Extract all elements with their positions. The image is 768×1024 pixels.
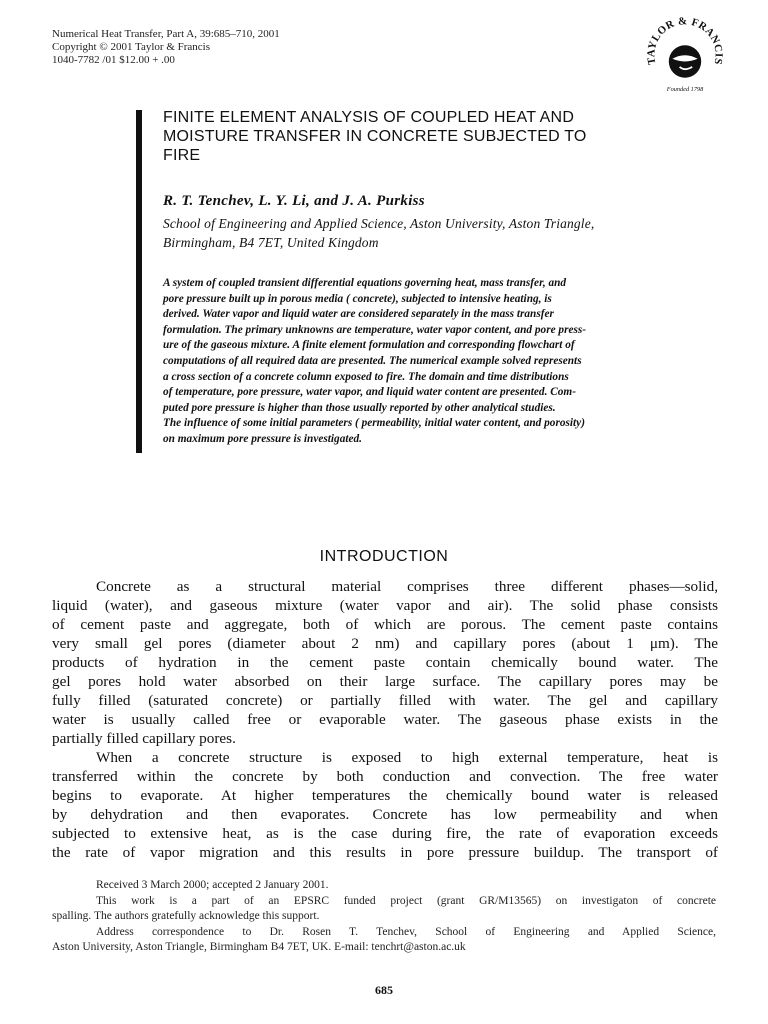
title-line: FINITE ELEMENT ANALYSIS OF COUPLED HEAT AND bbox=[163, 109, 575, 126]
abstract-line: The influence of some initial parameters ( permeability, initial water content, and porosity) bbox=[163, 417, 585, 430]
body-line: water is usually called free or evaporable water. The gaseous phase exists in the bbox=[52, 711, 718, 728]
abstract-line: computations of all required data are presented. The numerical example solved represents bbox=[163, 354, 582, 367]
abstract-line: on maximum pore pressure is investigated. bbox=[163, 432, 362, 445]
body-line: by dehydration and then evaporates. Concrete has low permeability and when bbox=[52, 806, 718, 823]
section-heading-introduction: INTRODUCTION bbox=[319, 548, 449, 565]
copyright-line: Copyright © 2001 Taylor & Francis bbox=[52, 41, 211, 53]
abstract-line: ure of the gaseous mixture. A finite element formulation and corresponding flowchart of bbox=[163, 339, 575, 352]
footnote-line: Aston University, Aston Triangle, Birmingham B4 7ET, UK. E-mail: tenchrt@aston.ac.uk bbox=[52, 941, 466, 953]
logo-founded-text: Founded 1798 bbox=[666, 86, 704, 94]
title-line: FIRE bbox=[163, 147, 201, 164]
journal-citation: Numerical Heat Transfer, Part A, 39:685–710, 2001 bbox=[52, 28, 280, 40]
body-line: very small gel pores (diameter about 2 nm) and capillary pores (about 1 μm). The bbox=[52, 635, 718, 652]
footnote-received: Received 3 March 2000; accepted 2 January 2001. bbox=[96, 879, 329, 891]
abstract-line: pore pressure built up in porous media ( concrete), subjected to intensive heating, is bbox=[163, 292, 552, 305]
affiliation bbox=[163, 214, 594, 252]
body-line: When a concrete structure is exposed to high external temperature, heat is bbox=[96, 749, 718, 766]
footnote-line: This work is a part of an EPSRC funded project (grant GR/M13565) on investigaton of concrete bbox=[96, 894, 716, 907]
footnote-line: spalling. The authors gratefully acknowledge this support. bbox=[52, 910, 320, 922]
body-line: of cement paste and aggregate, both of which are porous. The cement paste contains bbox=[52, 616, 718, 633]
body-line: gel pores hold water absorbed on their large surface. The capillary pores may be bbox=[52, 673, 718, 690]
title-margin-bar bbox=[136, 110, 142, 453]
publisher-logo bbox=[640, 12, 730, 102]
abstract-line: formulation. The primary unknowns are temperature, water vapor content, and pore press- bbox=[163, 323, 587, 336]
page-number: 685 bbox=[375, 983, 393, 997]
body-line: transferred within the concrete by both conduction and convection. The free water bbox=[52, 768, 718, 785]
introduction-text bbox=[52, 577, 718, 862]
title-line: MOISTURE TRANSFER IN CONCRETE SUBJECTED TO bbox=[163, 128, 587, 145]
body-line: subjected to extensive heat, as is the case during fire, the rate of evaporation exceeds bbox=[52, 825, 718, 842]
issn-line: 1040-7782 /01 $12.00 + .00 bbox=[52, 54, 175, 66]
body-line: Concrete as a structural material comprises three different phases—solid, bbox=[96, 578, 718, 595]
affiliation-line: Birmingham, B4 7ET, United Kingdom bbox=[163, 235, 379, 250]
body-line: begins to evaporate. At higher temperatures the chemically bound water is released bbox=[52, 787, 718, 804]
article-title bbox=[163, 108, 733, 165]
abstract-line: derived. Water vapor and liquid water are considered separately in the mass transfer bbox=[163, 308, 554, 321]
abstract-line: A system of coupled transient differential equations governing heat, mass transfer, and bbox=[163, 277, 567, 289]
body-line: liquid (water), and gaseous mixture (water vapor and air). The solid phase consists bbox=[52, 597, 718, 614]
abstract-line: puted pore pressure is higher than those usually reported by other analytical studies. bbox=[163, 401, 556, 414]
body-line: the rate of vapor migration and this results in pore pressure buildup. The transport of bbox=[52, 844, 718, 861]
author-list: R. T. Tenchev, L. Y. Li, and J. A. Purkiss bbox=[163, 193, 425, 209]
abstract-line: of temperature, pore pressure, water vapor, and liquid water content are presented. Com- bbox=[163, 386, 576, 399]
body-line: partially filled capillary pores. bbox=[52, 730, 236, 747]
abstract bbox=[163, 276, 718, 448]
footnote-line: Address correspondence to Dr. Rosen T. Tenchev, School of Engineering and Applied Science, bbox=[96, 925, 716, 938]
affiliation-line: School of Engineering and Applied Science, Aston University, Aston Triangle, bbox=[163, 216, 595, 231]
journal-header bbox=[52, 28, 280, 67]
body-line: products of hydration in the cement paste contain chemically bound water. The bbox=[52, 654, 718, 671]
abstract-line: a cross section of a concrete column exposed to fire. The domain and time distributions bbox=[163, 370, 569, 383]
footnotes bbox=[52, 878, 716, 956]
logo-ring-text: TAYLOR & FRANCIS bbox=[645, 15, 725, 66]
body-line: fully filled (saturated concrete) or partially filled with water. The gel and capillary bbox=[52, 692, 718, 709]
